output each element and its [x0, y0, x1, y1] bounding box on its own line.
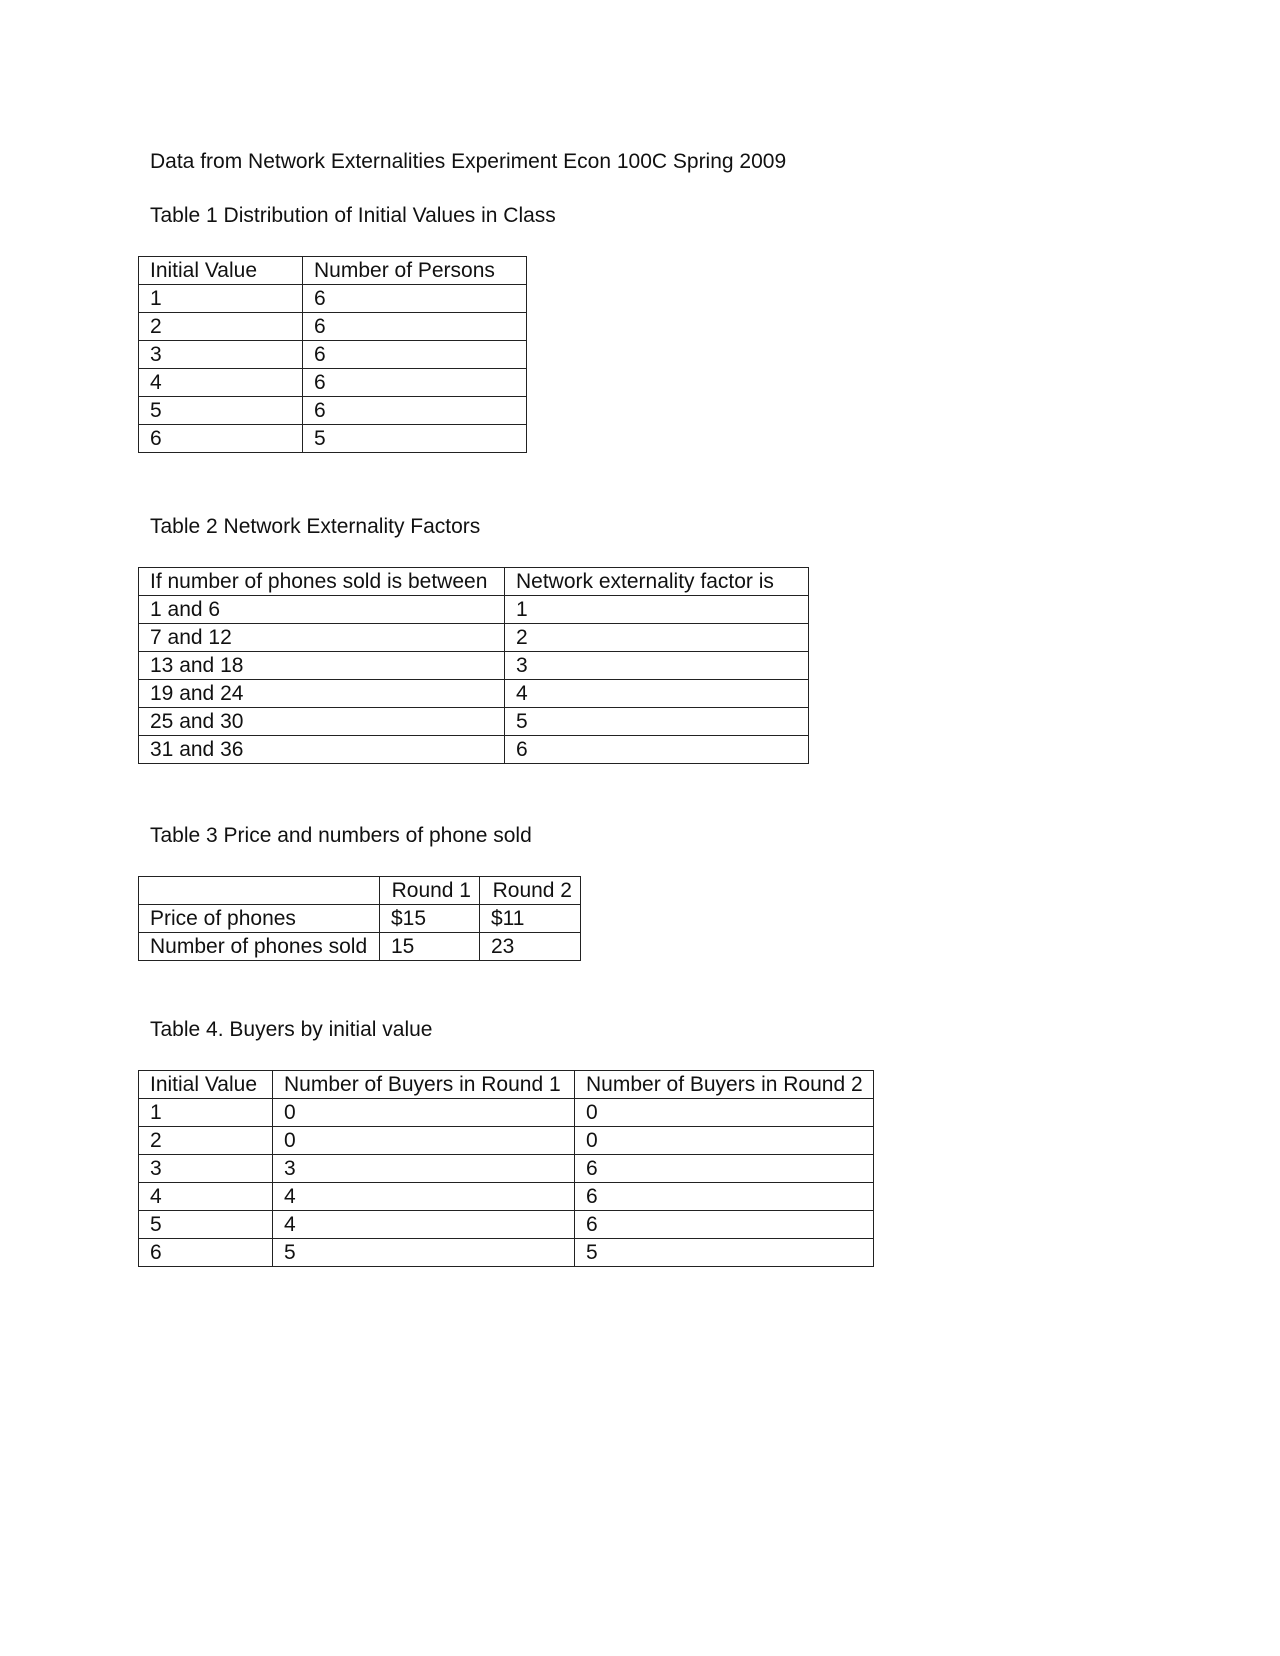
table-cell: $15	[380, 905, 480, 933]
table-cell: 19 and 24	[139, 680, 505, 708]
table-row	[139, 1211, 874, 1239]
header-cell: Number of Buyers in Round 1	[273, 1071, 575, 1099]
table-cell: 2	[139, 313, 303, 341]
table-row	[139, 708, 809, 736]
table-cell: 0	[273, 1127, 575, 1155]
table-row	[139, 369, 527, 397]
table1-caption: Table 1 Distribution of Initial Values in Class	[150, 204, 556, 227]
table-cell: 6	[575, 1155, 874, 1183]
table4-buyers-by-initial-value	[138, 1070, 874, 1267]
table-cell: 5	[575, 1239, 874, 1267]
header-cell-round-2: Round 2	[480, 877, 581, 905]
table-row	[139, 313, 527, 341]
table1-initial-values	[138, 256, 527, 453]
table4-caption: Table 4. Buyers by initial value	[150, 1018, 433, 1041]
table-row	[139, 596, 809, 624]
table-cell: 4	[505, 680, 809, 708]
header-cell	[139, 877, 380, 905]
table-cell: 3	[273, 1155, 575, 1183]
table-cell: 3	[505, 652, 809, 680]
table-cell: 5	[139, 397, 303, 425]
table-row	[139, 736, 809, 764]
table-row	[139, 341, 527, 369]
table-cell: 6	[303, 285, 527, 313]
header-cell: Number of Buyers in Round 2	[575, 1071, 874, 1099]
table-cell: 5	[303, 425, 527, 453]
table-cell: 6	[575, 1211, 874, 1239]
header-cell-round-1: Round 1	[380, 877, 480, 905]
table-cell: 31 and 36	[139, 736, 505, 764]
table-cell: 6	[303, 313, 527, 341]
header-cell: Initial Value	[139, 257, 303, 285]
table2-network-externality-factors	[138, 567, 809, 764]
table-cell: 15	[380, 933, 480, 961]
table-cell: $11	[480, 905, 581, 933]
table-row	[139, 933, 581, 961]
table-header-row	[139, 877, 581, 905]
table-cell: 13 and 18	[139, 652, 505, 680]
table-cell: 3	[139, 1155, 273, 1183]
table-cell: 0	[575, 1099, 874, 1127]
table-cell: 0	[273, 1099, 575, 1127]
table-row	[139, 1127, 874, 1155]
table2-caption: Table 2 Network Externality Factors	[150, 515, 481, 538]
table-cell: 5	[505, 708, 809, 736]
table-row	[139, 425, 527, 453]
table-cell: 2	[139, 1127, 273, 1155]
table3-caption: Table 3 Price and numbers of phone sold	[150, 824, 532, 847]
table-header-row	[139, 568, 809, 596]
page-title: Data from Network Externalities Experiment Econ 100C Spring 2009	[150, 150, 787, 173]
table-row	[139, 1099, 874, 1127]
table-cell: Price of phones	[139, 905, 380, 933]
table-cell: 4	[273, 1211, 575, 1239]
table-cell: 6	[303, 341, 527, 369]
table-cell: Number of phones sold	[139, 933, 380, 961]
table-cell: 6	[505, 736, 809, 764]
table-header-row	[139, 257, 527, 285]
table-cell: 6	[303, 397, 527, 425]
table-row	[139, 397, 527, 425]
table-cell: 6	[139, 425, 303, 453]
table-cell: 23	[480, 933, 581, 961]
header-cell: Number of Persons	[303, 257, 527, 285]
table-row	[139, 652, 809, 680]
table3-price-and-sales	[138, 876, 581, 961]
table-cell: 6	[139, 1239, 273, 1267]
table-cell: 4	[273, 1183, 575, 1211]
table-row	[139, 285, 527, 313]
table-cell: 2	[505, 624, 809, 652]
header-cell: Network externality factor is	[505, 568, 809, 596]
table-row	[139, 680, 809, 708]
header-cell: Initial Value	[139, 1071, 273, 1099]
table-cell: 0	[575, 1127, 874, 1155]
table-cell: 5	[273, 1239, 575, 1267]
table-cell: 6	[575, 1183, 874, 1211]
table-cell: 6	[303, 369, 527, 397]
table-row	[139, 1155, 874, 1183]
table-cell: 1 and 6	[139, 596, 505, 624]
table-row	[139, 1239, 874, 1267]
header-cell: If number of phones sold is between	[139, 568, 505, 596]
table-cell: 3	[139, 341, 303, 369]
table-cell: 7 and 12	[139, 624, 505, 652]
table-row	[139, 905, 581, 933]
table-row	[139, 624, 809, 652]
table-header-row	[139, 1071, 874, 1099]
table-cell: 25 and 30	[139, 708, 505, 736]
table-cell: 1	[139, 285, 303, 313]
table-cell: 5	[139, 1211, 273, 1239]
table-cell: 1	[505, 596, 809, 624]
table-cell: 4	[139, 369, 303, 397]
table-cell: 4	[139, 1183, 273, 1211]
table-row	[139, 1183, 874, 1211]
table-cell: 1	[139, 1099, 273, 1127]
